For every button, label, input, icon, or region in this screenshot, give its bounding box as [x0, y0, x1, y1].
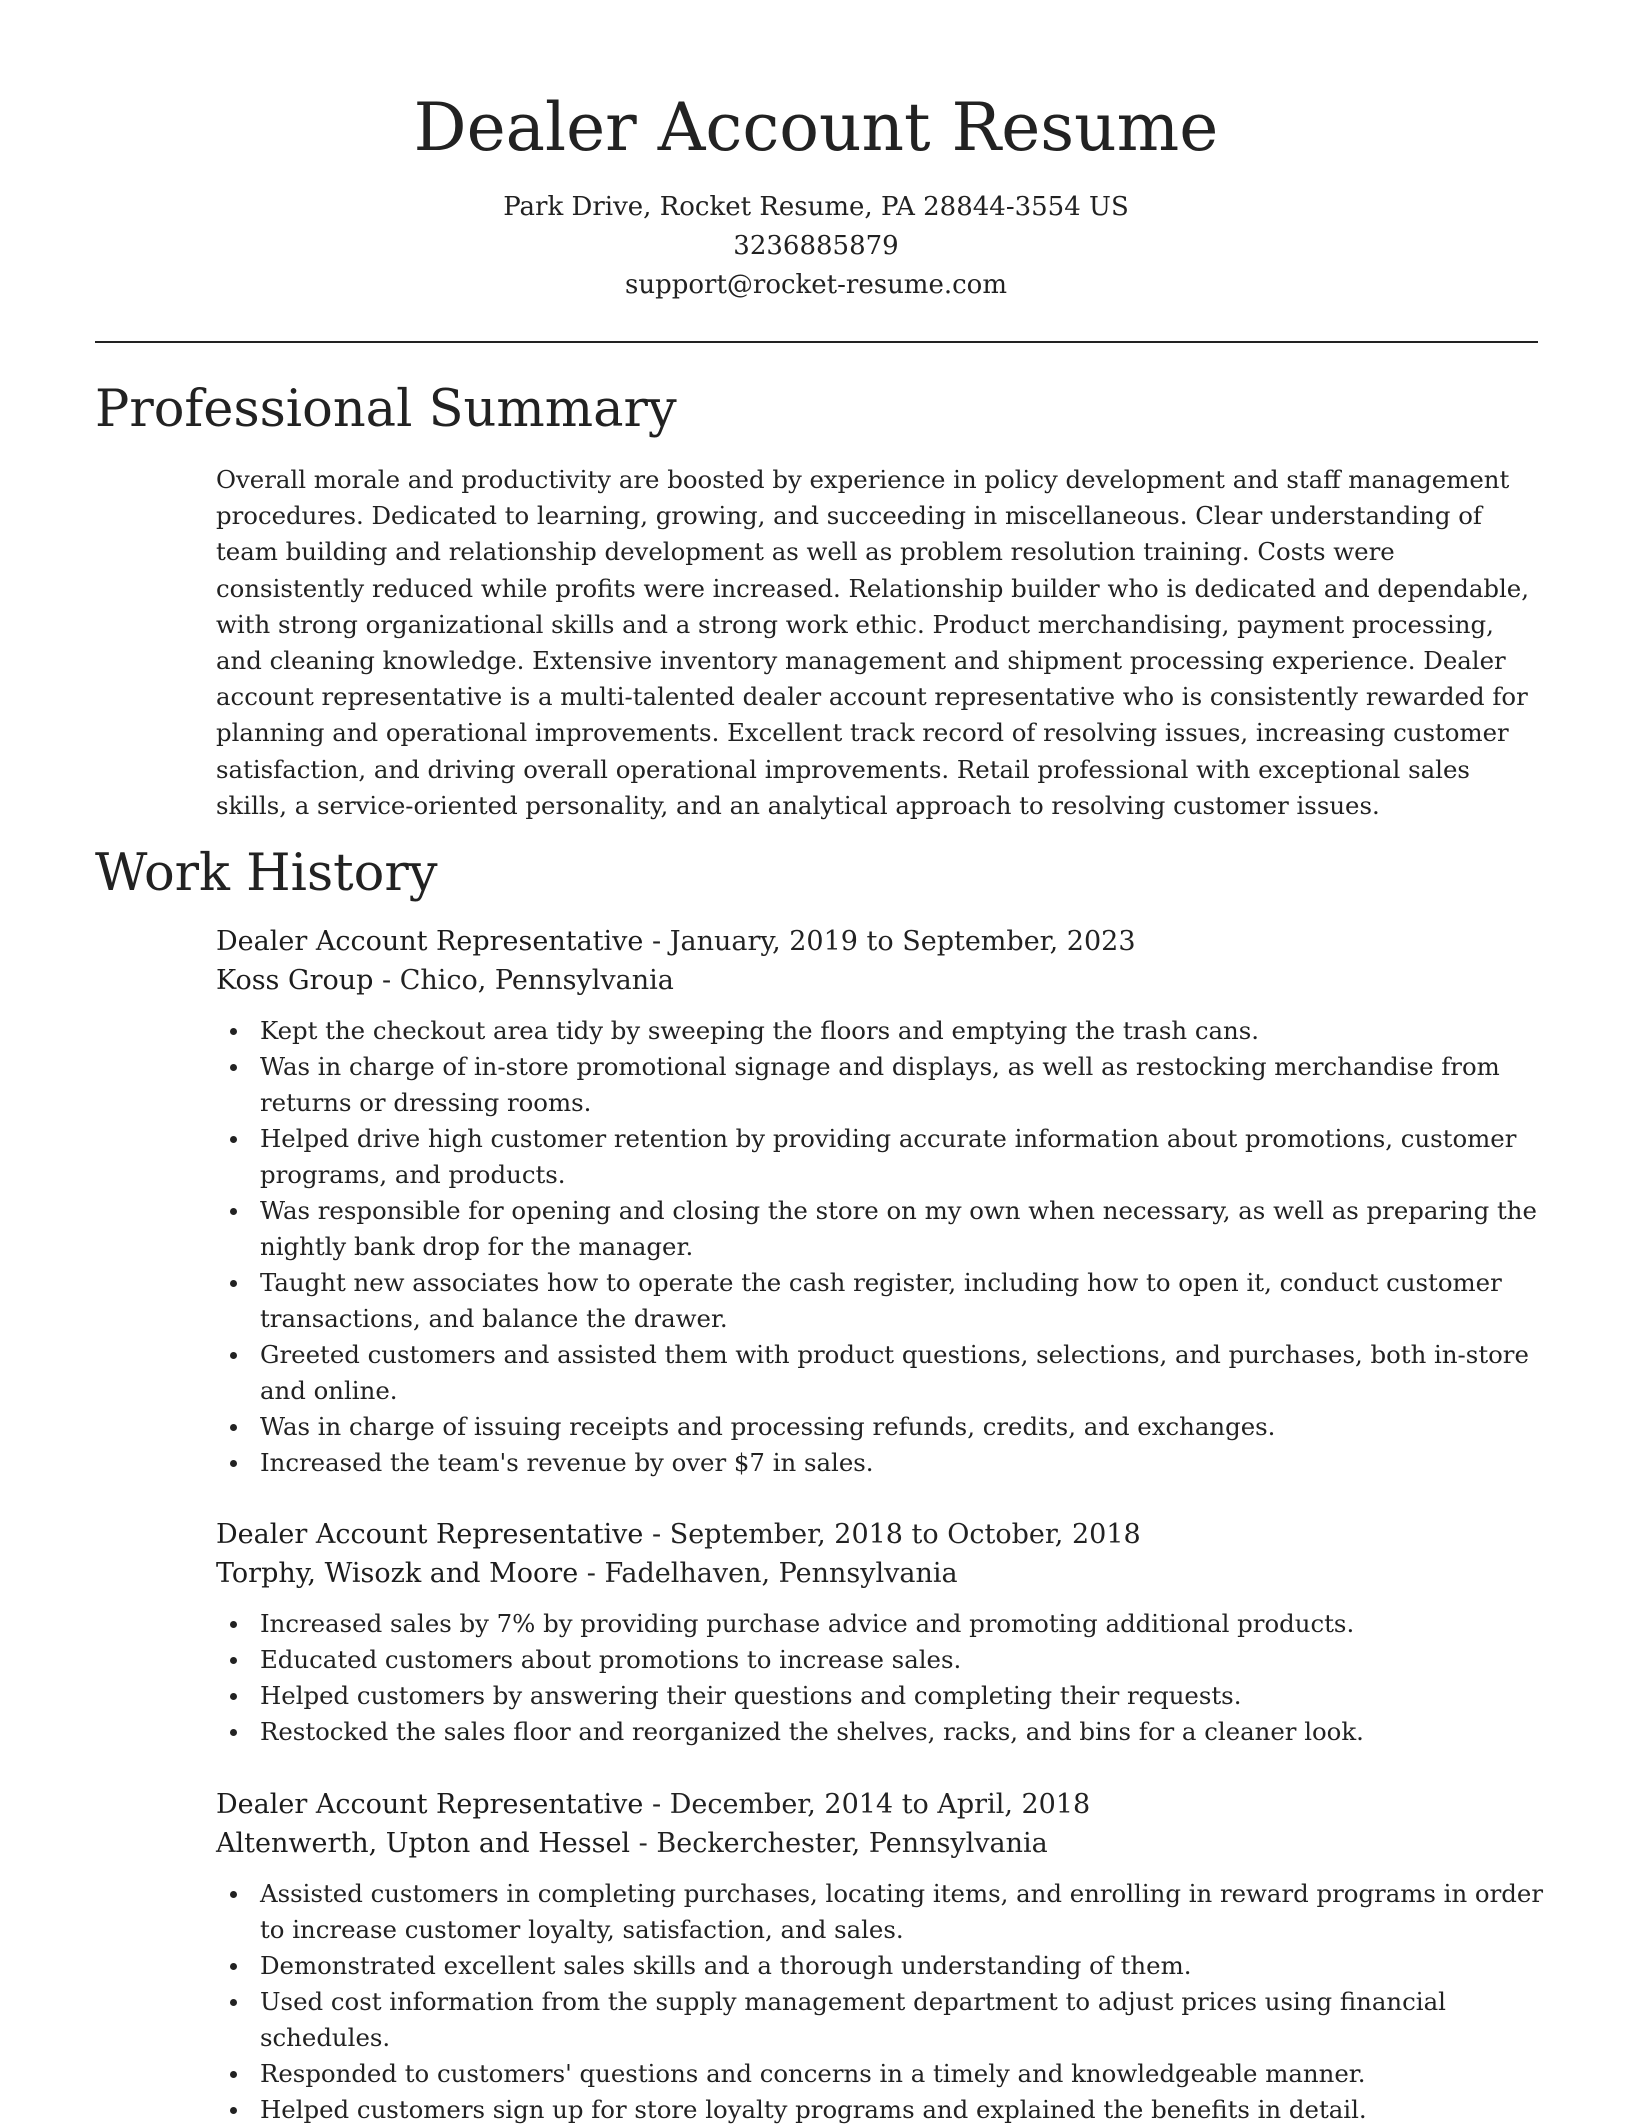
separator: - — [630, 1828, 657, 1859]
job-title-line — [216, 1515, 1546, 1554]
job-bullet-list — [216, 1013, 1546, 1481]
resume-title: Dealer Account Resume — [413, 89, 1219, 166]
section-title-professional-summary: Professional Summary — [95, 380, 677, 439]
list-item: Was responsible for opening and closing the store on my own when necessary, as well as preparing the nightly bank drop for the manager. — [216, 1193, 1546, 1265]
list-item: Demonstrated excellent sales skills and a thorough understanding of them. — [216, 1948, 1546, 1984]
phone-number: 3236885879 — [733, 231, 899, 261]
job-dates: January, 2019 to September, 2023 — [669, 926, 1136, 957]
job-position: Dealer Account Representative — [216, 926, 644, 957]
list-item: Increased sales by 7% by providing purchase advice and promoting additional products. — [216, 1606, 1546, 1642]
list-item: Taught new associates how to operate the cash register, including how to open it, conduct customer transactions, and balance the drawer. — [216, 1265, 1546, 1337]
separator: - — [578, 1558, 605, 1589]
separator: - — [643, 1519, 670, 1550]
job-title-line — [216, 922, 1546, 961]
job-entry — [216, 1785, 1546, 2128]
job-bullet-list — [216, 1606, 1546, 1750]
job-location: Chico, Pennsylvania — [399, 965, 674, 996]
job-entry — [216, 922, 1546, 1481]
job-title-line — [216, 1785, 1546, 1824]
contact-info — [0, 188, 1632, 305]
job-company-line — [216, 1554, 1546, 1593]
professional-summary-text: Overall morale and productivity are boosted by experience in policy development and staff management procedures. Dedicated to learning, growing, and succeeding in miscellaneous. Clear understanding of team building and relationship development as well as problem resolution training. Costs were consistently reduced while profits were increased. Relationship builder who is dedicated and dependable, with strong organizational skills and a strong work ethic. Product merchandising, payment processing, and cleaning knowledge. Extensive inventory management and shipment processing experience. Dealer account representative is a multi-talented dealer account representative who is consistently rewarded for planning and operational improvements. Excellent track record of resolving issues, increasing customer satisfaction, and driving overall operational improvements. Retail professional with exceptional sales skills, a service-oriented personality, and an analytical approach to resolving customer issues. — [216, 465, 1529, 820]
job-position: Dealer Account Representative — [216, 1789, 644, 1820]
job-bullet-list — [216, 1876, 1546, 2128]
list-item: Restocked the sales floor and reorganized the shelves, racks, and bins for a cleaner look. — [216, 1714, 1546, 1750]
list-item: Helped customers sign up for store loyalty programs and explained the benefits in detail. — [216, 2092, 1546, 2128]
job-dates: September, 2018 to October, 2018 — [669, 1519, 1141, 1550]
list-item: Used cost information from the supply management department to adjust prices using financial schedules. — [216, 1984, 1546, 2056]
job-dates: December, 2014 to April, 2018 — [669, 1789, 1091, 1820]
resume-header — [0, 0, 1632, 305]
list-item: Greeted customers and assisted them with product questions, selections, and purchases, both in-store and online. — [216, 1337, 1546, 1409]
list-item: Was in charge of issuing receipts and processing refunds, credits, and exchanges. — [216, 1409, 1546, 1445]
separator: - — [643, 926, 670, 957]
job-location: Fadelhaven, Pennsylvania — [604, 1558, 958, 1589]
job-company: Torphy, Wisozk and Moore — [216, 1558, 579, 1589]
list-item: Assisted customers in completing purchases, locating items, and enrolling in reward programs in order to increase customer loyalty, satisfaction, and sales. — [216, 1876, 1546, 1948]
job-company: Koss Group — [216, 965, 374, 996]
list-item: Responded to customers' questions and concerns in a timely and knowledgeable manner. — [216, 2056, 1546, 2092]
separator: - — [643, 1789, 670, 1820]
header-divider — [95, 341, 1538, 343]
list-item: Educated customers about promotions to increase sales. — [216, 1642, 1546, 1678]
section-title-work-history: Work History — [95, 844, 438, 903]
job-company-line — [216, 1824, 1546, 1863]
list-item: Kept the checkout area tidy by sweeping the floors and emptying the trash cans. — [216, 1013, 1546, 1049]
list-item: Increased the team's revenue by over $7 in sales. — [216, 1445, 1546, 1481]
job-entry — [216, 1515, 1546, 1750]
list-item: Helped customers by answering their questions and completing their requests. — [216, 1678, 1546, 1714]
email-address: support@rocket-resume.com — [624, 270, 1007, 300]
address: Park Drive, Rocket Resume, PA 28844-3554 US — [503, 192, 1129, 222]
job-company: Altenwerth, Upton and Hessel — [216, 1828, 631, 1859]
job-location: Beckerchester, Pennsylvania — [656, 1828, 1048, 1859]
job-position: Dealer Account Representative — [216, 1519, 644, 1550]
list-item: Helped drive high customer retention by providing accurate information about promotions, customer programs, and products. — [216, 1121, 1546, 1193]
job-company-line — [216, 961, 1546, 1000]
list-item: Was in charge of in-store promotional signage and displays, as well as restocking merchandise from returns or dressing rooms. — [216, 1049, 1546, 1121]
separator: - — [373, 965, 400, 996]
